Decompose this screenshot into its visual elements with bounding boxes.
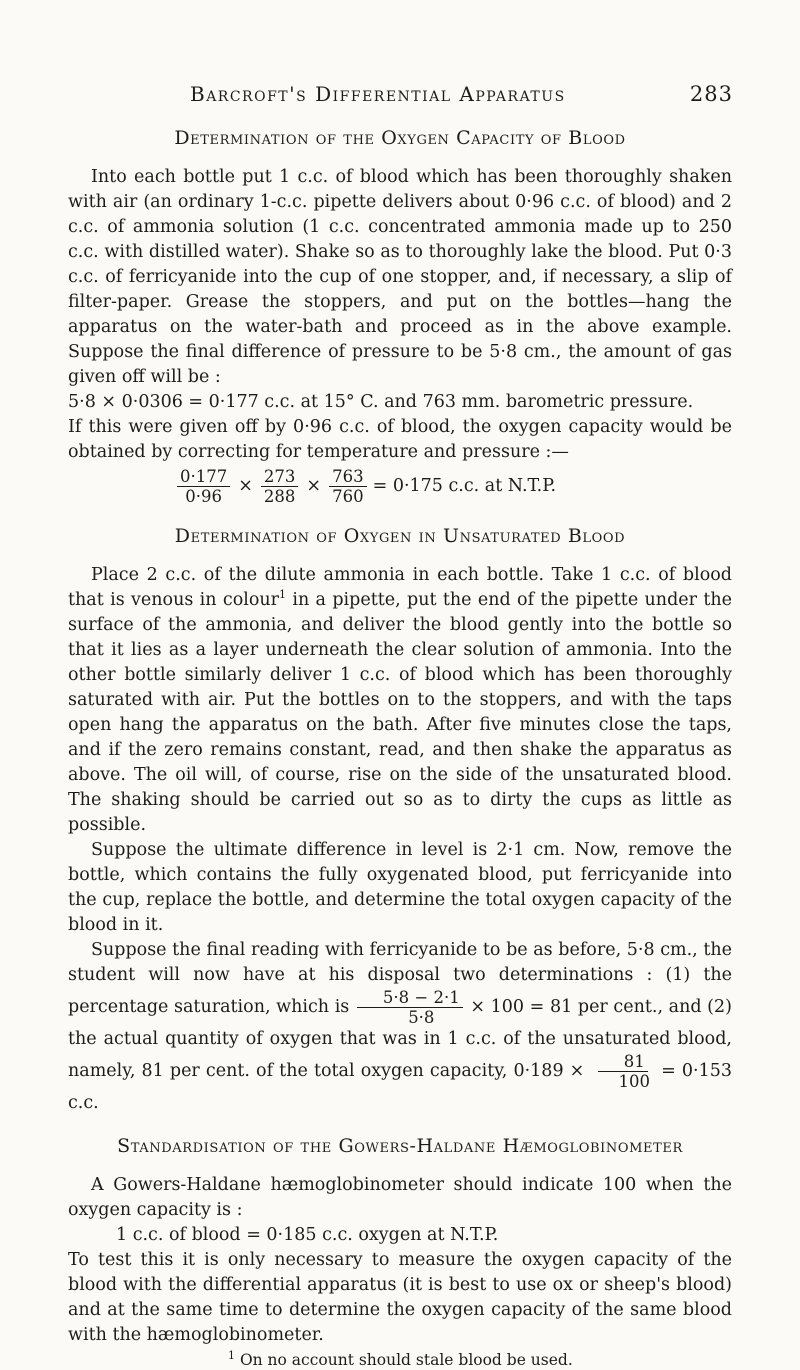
fraction: $\frac{0\cdot 177}{0\cdot 96}$ [177,467,230,506]
fraction: $\frac{5\cdot 8 - 2\cdot 1}{5\cdot 8}$ [357,988,463,1027]
paragraph: Suppose the final reading with ferricyanide to be as before, 5·8 cm., the student will now have at his disposal two determinations : (1) the percentage saturation, which is $\frac{5\cdot 8 - 2\cdot 1}{5\cdot 8}$ × 100 = 81 per cent., and (2) the actual quantity of oxygen that was in 1 c.c. of the unsaturated blood, namely, 81 per cent. of the total oxygen capacity, 0·189 × $\frac{81}{100}$ = 0·153 c.c. [68,940,732,1113]
fraction: $\frac{81}{100}$ [592,1052,653,1091]
footnote [68,1350,732,1370]
paragraph: A Gowers-Haldane hæmoglobinometer should indicate 100 when the oxygen capacity is : [68,1175,732,1220]
fraction: $\frac{273}{288}$ [261,467,299,506]
footnote-mark: 1 [279,588,286,602]
page-number: 283 [689,82,733,106]
paragraph: Suppose the ultimate difference in level is 2·1 cm. Now, remove the bottle, which contains the fully oxygenated blood, put ferricyanide into the cup, replace the bottle, and determine the total oxygen capacity of the blood in it. [68,840,732,935]
paragraph: Place 2 c.c. of the dilute ammonia in each bottle. Take 1 c.c. of blood that is venous in colour$^1$ in a pipette, put the end of the pipette under the surface of the ammonia, and deliver the blood gently into the bottle so that it lies as a layer underneath the clear solution of ammonia. Into the other bottle similarly deliver 1 c.c. of blood which has been thoroughly saturated with air. Put the bottles on to the stoppers, and with the taps open hang the apparatus on the bath. After five minutes close the taps, and if the zero remains constant, read, and then shake the apparatus as above. The oil will, of course, rise on the side of the unsaturated blood. The shaking should be carried out so as to dirty the cups as little as possible. [68,565,732,835]
running-title: Barcroft's Differential Apparatus [190,82,566,106]
paragraph: Into each bottle put 1 c.c. of blood which has been thoroughly shaken with air (an ordinary 1-c.c. pipette delivers about 0·96 c.c. of blood) and 2 c.c. of ammonia solution (1 c.c. concentrated ammonia made up to 250 c.c. with distilled water). Shake so as to thoroughly lake the blood. Put 0·3 c.c. of ferricyanide into the cup of one stopper, and, if necessary, a slip of filter-paper. Grease the stoppers, and put on the bottles—hang the apparatus on the water-bath and proceed as in the above example. Suppose the final difference of pressure to be 5·8 cm., the amount of gas given off will be : [68,167,732,387]
section-heading-haemoglobinometer: Standardisation of the Gowers-Haldane Hæmoglobinometer [117,1135,683,1157]
footnote-text: On no account should stale blood be used. [239,1351,573,1369]
section-heading-oxygen-capacity: Determination of the Oxygen Capacity of Blood [174,127,626,149]
calculation-line: 5·8 × 0·0306 = 0·177 c.c. at 15° C. and 763 mm. barometric pressure. [68,392,694,412]
paragraph: To test this it is only necessary to measure the oxygen capacity of the blood with the differential apparatus (it is best to use ox or sheep's blood) and at the same time to determine the oxygen capacity of the same blood with the hæmoglobinometer. [68,1250,732,1345]
footnote-mark: 1 [228,1348,235,1362]
paragraph: If this were given off by 0·96 c.c. of blood, the oxygen capacity would be obtained by correcting for temperature and pressure :— [68,417,732,462]
temperature-pressure-equation: $\frac{0\cdot 177}{0\cdot 96}$ × $\frac{273}{288}$ × $\frac{763}{760}$ = 0·175 c.c. at N.T.P. [68,467,732,506]
calculation-line: 1 c.c. of blood = 0·185 c.c. oxygen at N.T.P. [116,1225,499,1245]
fraction: $\frac{763}{760}$ [329,467,367,506]
running-head [0,82,800,112]
section-heading-unsaturated-blood: Determination of Oxygen in Unsaturated Blood [174,525,626,547]
page-body [68,126,732,1370]
